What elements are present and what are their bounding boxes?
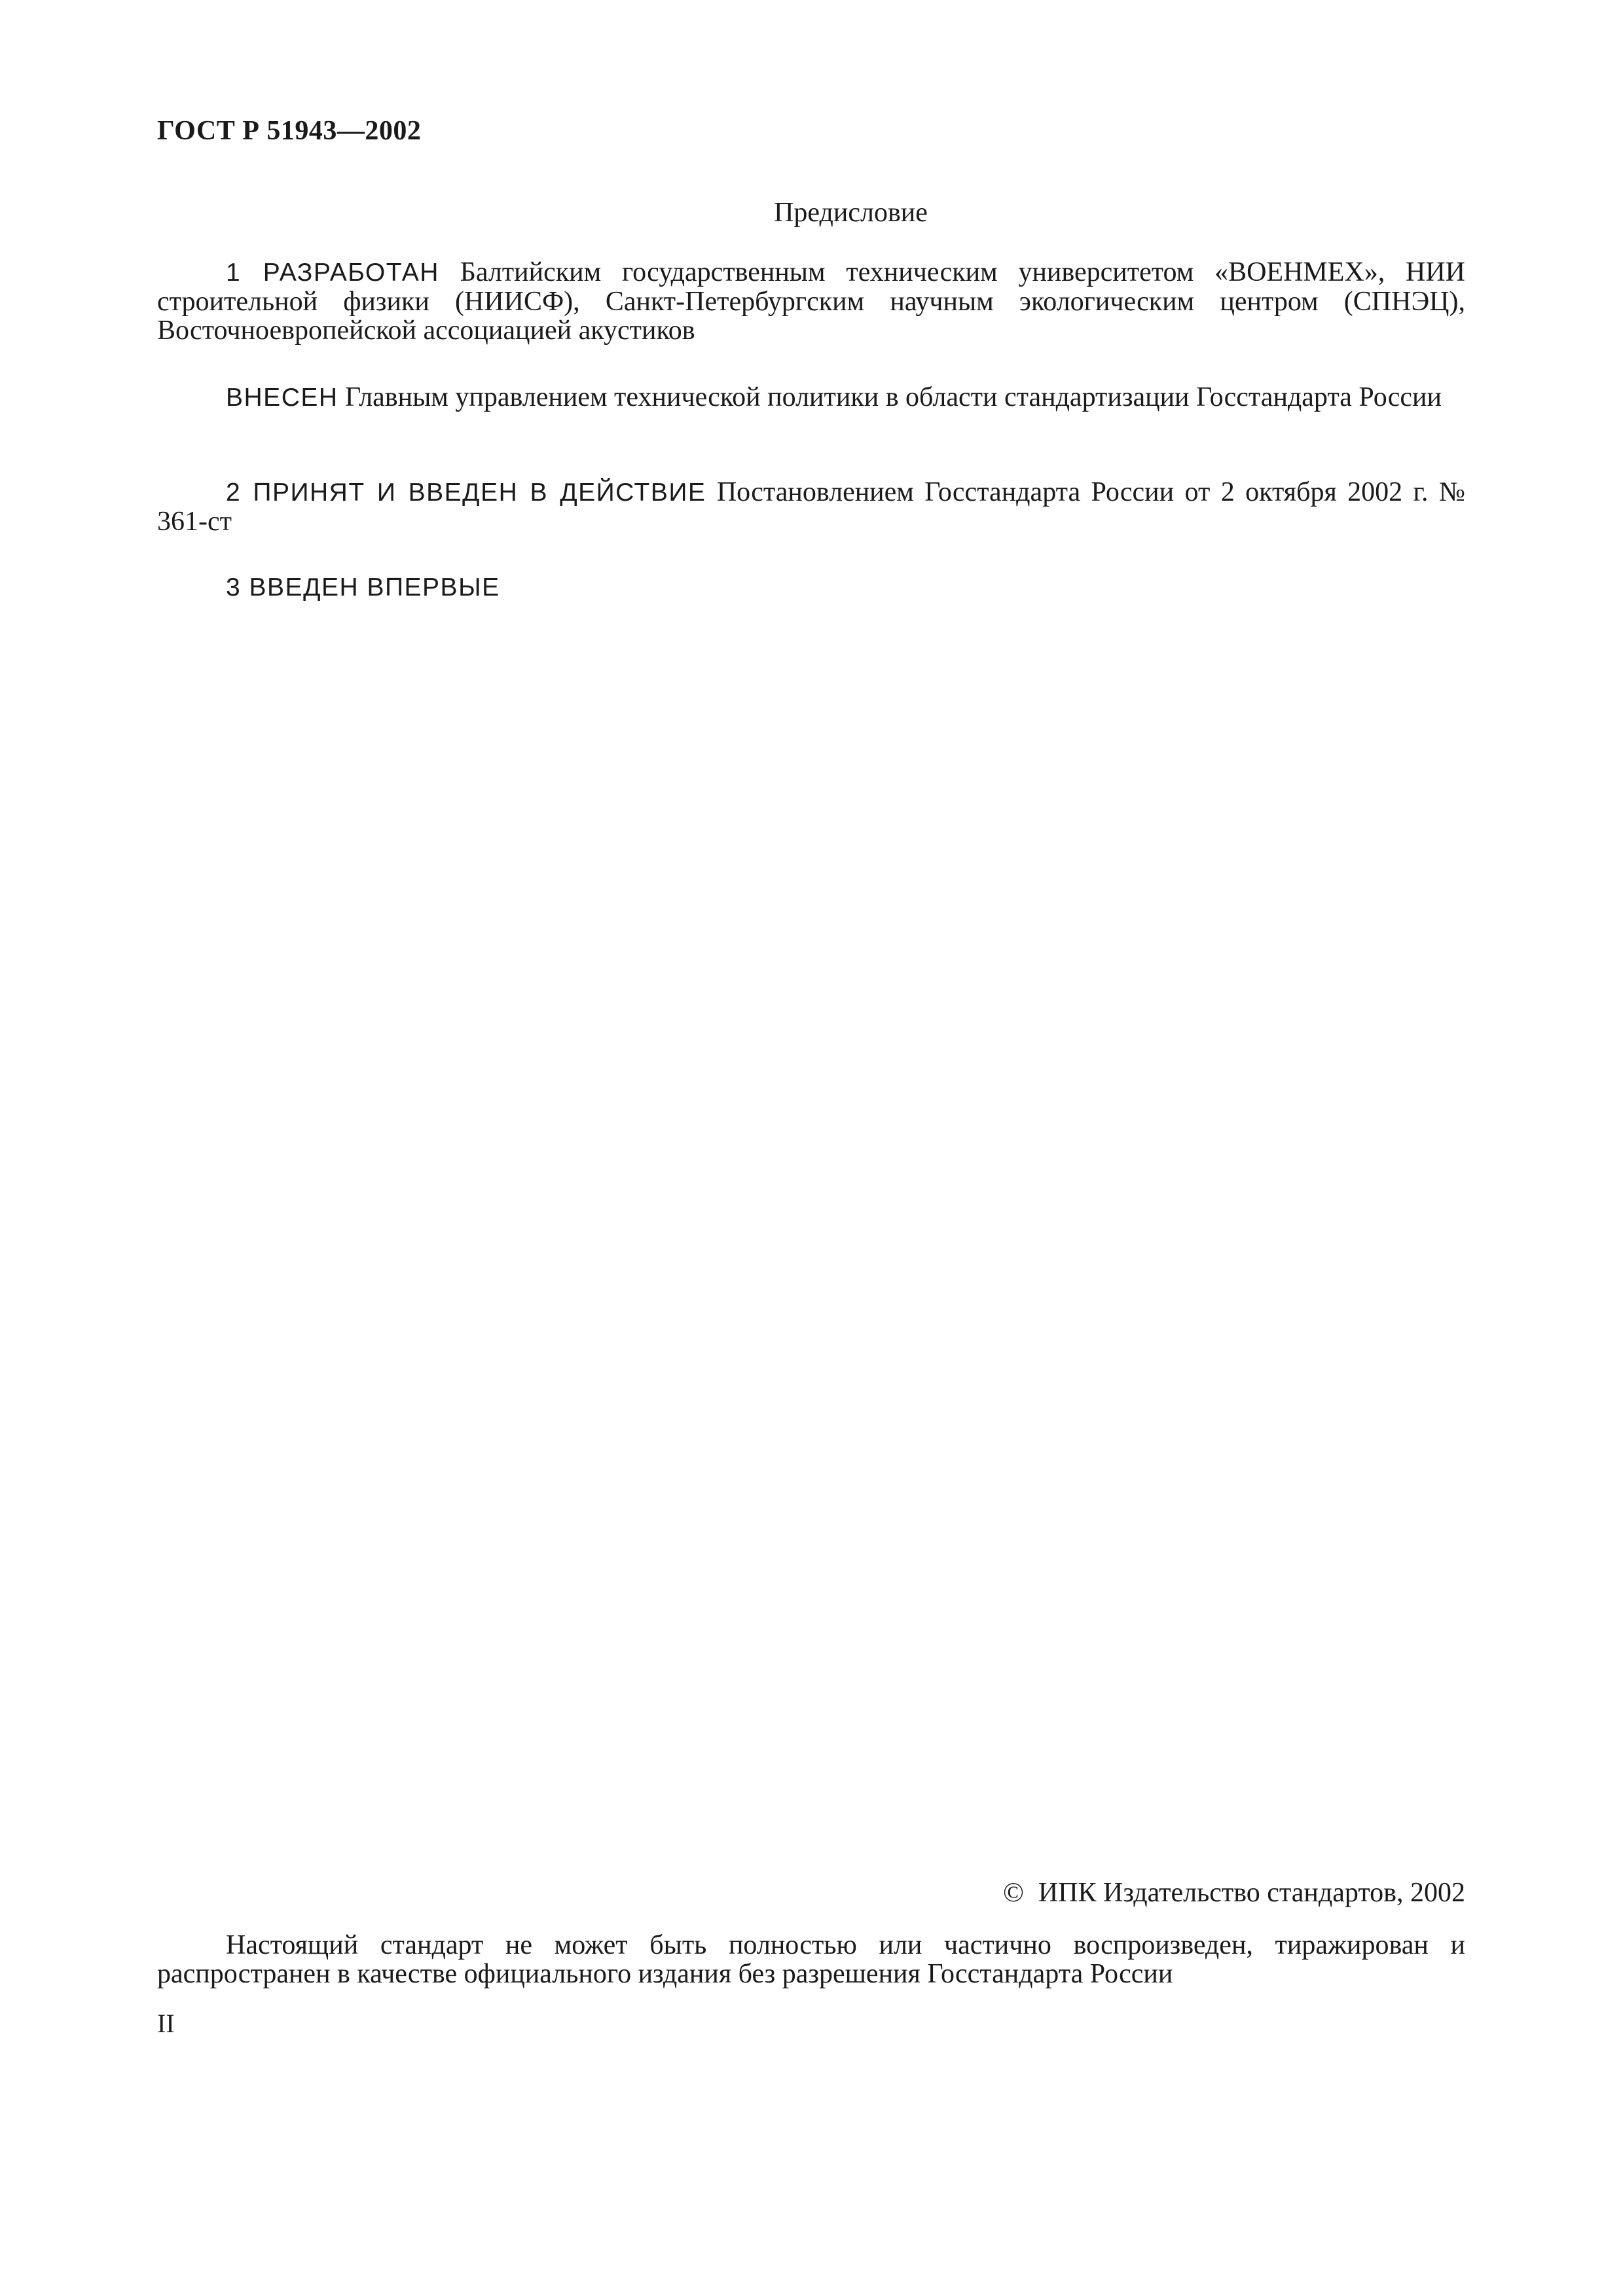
foreword-item-developed	[157, 258, 1465, 345]
foreword-item-lead: 3 ВВЕДЕН ВПЕРВЫЕ	[226, 573, 500, 601]
reproduction-notice: Настоящий стандарт не может быть полностью или частично воспроизведен, тиражирован и распространен в качестве официального издания без разрешения Госстандарта России	[157, 1930, 1465, 1989]
foreword-item-introduced	[157, 383, 1465, 412]
foreword-item-lead: ВНЕСЕН	[226, 384, 338, 412]
foreword-item-lead: 2 ПРИНЯТ И ВВЕДЕН В ДЕЙСТВИЕ	[226, 478, 706, 507]
foreword-item-text: Постановлением Госстандарта России от 2 октября 2002 г. № 361-ст	[157, 477, 1465, 537]
foreword-title: Предисловие	[774, 198, 928, 228]
page-number: II	[157, 2009, 175, 2038]
foreword-item-text: Главным управлением технической политики в области стандартизации Госстандарта России	[338, 382, 1442, 412]
foreword-item-text: Балтийским государственным техническим университетом «ВОЕНМЕХ», НИИ строительной физики (НИИСФ), Санкт-Петербургским научным экологическим центром (СПНЭЦ), Восточноевропейской ассоциацией акустиков	[157, 257, 1465, 346]
standard-code-header: ГОСТ Р 51943—2002	[157, 116, 422, 146]
foreword-item-first-introduced	[157, 573, 1465, 602]
foreword-item-adopted	[157, 478, 1465, 536]
copyright-text: ИПК Издательство стандартов, 2002	[1038, 1878, 1465, 1908]
foreword-item-lead: 1 РАЗРАБОТАН	[226, 259, 439, 287]
copyright-line	[1003, 1873, 1465, 1912]
copyright-icon: ©	[1002, 1878, 1024, 1908]
